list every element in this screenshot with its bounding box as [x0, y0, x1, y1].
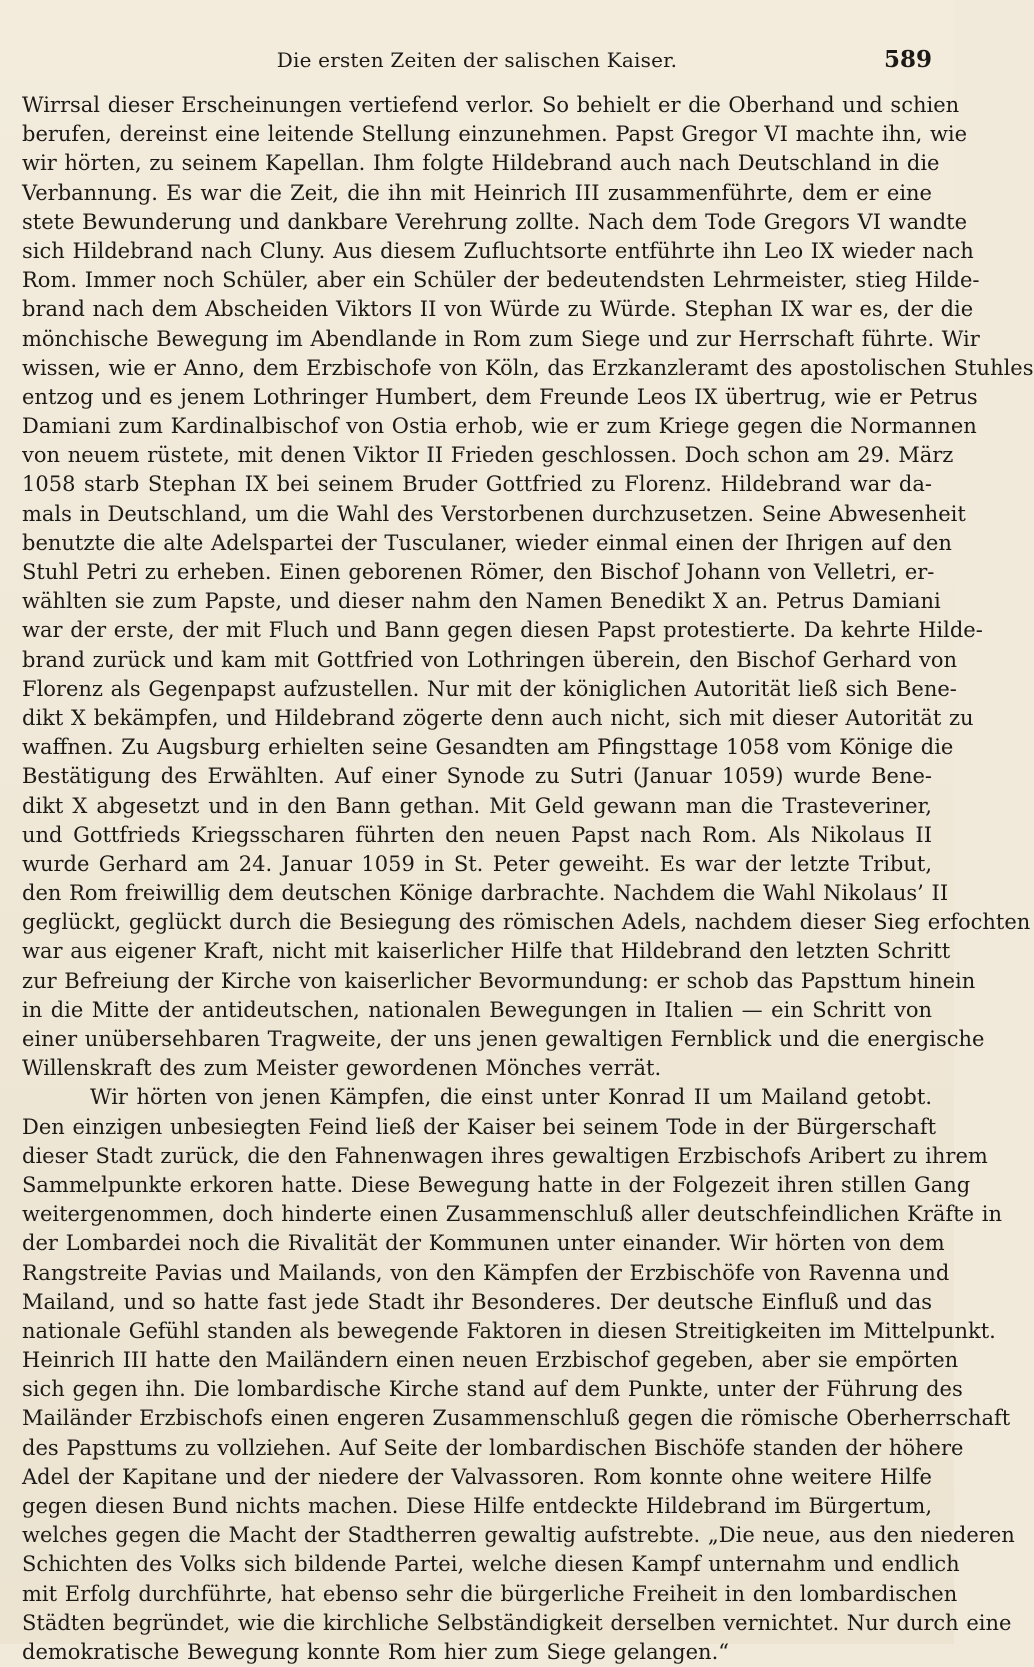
text-line: dikt X abgesetzt und in den Bann gethan. Mit Geld gewann man die Trasteveriner, [22, 793, 932, 818]
text-line: Heinrich III hatte den Mailändern einen neuen Erzbischof gegeben, aber sie empörten [22, 1348, 959, 1373]
text-line: waffnen. Zu Augsburg erhielten seine Gesandten am Pfingsttage 1058 vom Könige die [22, 735, 954, 760]
text-line: der Lombardei noch die Rivalität der Kommunen unter einander. Wir hörten von dem [22, 1231, 945, 1256]
paragraph [22, 91, 1034, 1083]
text-line: Rangstreite Pavias und Mailands, von den Kämpfen der Erzbischöfe von Ravenna und [22, 1260, 950, 1285]
text-line: welches gegen die Macht der Stadtherren gewaltig aufstrebte. „Die neue, aus den niederen [22, 1523, 1015, 1548]
text-line: sich gegen ihn. Die lombardische Kirche stand auf dem Punkte, unter der Führung des [22, 1377, 963, 1402]
text-line: wählten sie zum Papste, und dieser nahm den Namen Benedikt X an. Petrus Damiani [22, 589, 941, 614]
text-line: dieser Stadt zurück, die den Fahnenwagen ihres gewaltigen Erzbischofs Aribert zu ihrem [22, 1143, 988, 1168]
text-line: entzog und es jenem Lothringer Humbert, dem Freunde Leos IX übertrug, wie er Petrus [22, 384, 978, 409]
text-line: dikt X bekämpfen, und Hildebrand zögerte denn auch nicht, sich mit dieser Autorität zu [22, 705, 974, 730]
text-line: war aus eigener Kraft, nicht mit kaiserlicher Hilfe that Hildebrand den letzten Schritt [22, 939, 951, 964]
text-line: gegen diesen Bund nichts machen. Diese Hilfe entdeckte Hildebrand im Bürgertum, [22, 1494, 932, 1518]
text-line: zur Befreiung der Kirche von kaiserlicher Bevormundung: er schob das Papsttum hinein [22, 968, 976, 993]
running-title: Die ersten Zeiten der salischen Kaiser. [276, 48, 678, 72]
text-line: benutzte die alte Adelspartei der Tusculaner, wieder einmal einen der Ihrigen auf den [22, 530, 952, 555]
text-line: demokratische Bewegung konnte Rom hier zum Siege gelangen.“ [22, 1639, 729, 1664]
page-number: 589 [883, 46, 932, 73]
text-line: weitergenommen, doch hinderte einen Zusammenschluß aller deutschfeindlichen Kräfte in [22, 1202, 1002, 1227]
text-line: berufen, dereinst eine leitende Stellung einzunehmen. Papst Gregor VI machte ihn, wie [22, 122, 968, 147]
text-line: Mailänder Erzbischofs einen engeren Zusammenschluß gegen die römische Oberherrschaft [22, 1406, 1011, 1431]
text-line: in die Mitte der antideutschen, nationalen Bewegungen in Italien — ein Schritt von [22, 997, 932, 1022]
text-line: Verbannung. Es war die Zeit, die ihn mit Heinrich III zusammenführte, dem er eine [22, 180, 932, 205]
body-text [22, 91, 1034, 1667]
text-line: Adel der Kapitane und der niedere der Valvassoren. Rom konnte ohne weitere Hilfe [22, 1464, 932, 1489]
text-line: Wirrsal dieser Erscheinungen vertiefend verlor. So behielt er die Oberhand und schien [22, 93, 960, 117]
text-line: wurde Gerhard am 24. Januar 1059 in St. Peter geweiht. Es war der letzte Tribut, [22, 851, 932, 876]
text-line: Willenskraft des zum Meister gewordenen Mönches verrät. [22, 1056, 662, 1081]
text-line: wissen, wie er Anno, dem Erzbischofe von Köln, das Erzkanzleramt des apostolischen Stuhles [22, 355, 1034, 380]
text-line: stete Bewunderung und dankbare Verehrung zollte. Nach dem Tode Gregors VI wandte [22, 209, 968, 234]
text-line: Bestätigung des Erwählten. Auf einer Synode zu Sutri (Januar 1059) wurde Bene- [22, 764, 932, 789]
text-line: einer unübersehbaren Tragweite, der uns jenen gewaltigen Fernblick und die energische [22, 1027, 985, 1051]
text-line: Stuhl Petri zu erheben. Einen geborenen Römer, den Bischof Johann von Velletri, er- [22, 560, 935, 584]
text-line: brand zurück und kam mit Gottfried von Lothringen überein, den Bischof Gerhard von [22, 647, 957, 672]
text-line: mönchische Bewegung im Abendlande in Rom zum Siege und zur Herrschaft führte. Wir [22, 326, 980, 351]
text-line: Damiani zum Kardinalbischof von Ostia erhob, wie er zum Kriege gegen die Normannen [22, 414, 977, 439]
text-line: des Papsttums zu vollziehen. Auf Seite der lombardischen Bischöfe standen der höhere [22, 1435, 964, 1460]
text-line: und Gottfrieds Kriegsscharen führten den neuen Papst nach Rom. Als Nikolaus II [22, 822, 932, 847]
text-line: Florenz als Gegenpapst aufzustellen. Nur mit der königlichen Autorität ließ sich Bene- [22, 676, 957, 701]
text-line: Rom. Immer noch Schüler, aber ein Schüler der bedeutendsten Lehrmeister, stieg Hilde- [22, 268, 980, 293]
text-line: mit Erfolg durchführte, hat ebenso sehr die bürgerliche Freiheit in den lombardischen [22, 1581, 958, 1606]
text-line: brand nach dem Abscheiden Viktors II von Würde zu Würde. Stephan IX war es, der die [22, 297, 974, 322]
text-line: 1058 starb Stephan IX bei seinem Bruder Gottfried zu Florenz. Hildebrand war da- [22, 472, 932, 497]
text-line: Den einzigen unbesiegten Feind ließ der Kaiser bei seinem Tode in der Bürgerschaft [22, 1114, 937, 1139]
text-line: geglückt, geglückt durch die Besiegung des römischen Adels, nachdem dieser Sieg erfochten [22, 910, 1031, 935]
text-line: Mailand, und so hatte fast jede Stadt ihr Besonderes. Der deutsche Einfluß und das [22, 1289, 932, 1314]
text-line: Sammelpunkte erkoren hatte. Diese Bewegung hatte in der Folgezeit ihren stillen Gang [22, 1172, 971, 1197]
text-line: von neuem rüstete, mit denen Viktor II Frieden geschlossen. Doch schon am 29. März [22, 443, 954, 468]
text-line: den Rom freiwillig dem deutschen Könige darbrachte. Nachdem die Wahl Nikolaus’ II [22, 881, 949, 906]
text-line: Wir hörten von jenen Kämpfen, die einst unter Konrad II um Mailand getobt. [90, 1085, 932, 1110]
page-header [22, 46, 932, 78]
text-line: Schichten des Volks sich bildende Partei, welche diesen Kampf unternahm und endlich [22, 1552, 960, 1577]
paragraph [22, 1083, 1015, 1667]
text-line: war der erste, der mit Fluch und Bann gegen diesen Papst protestierte. Da kehrte Hilde- [22, 618, 983, 643]
text-line: mals in Deutschland, um die Wahl des Verstorbenen durchzusetzen. Seine Abwesenheit [22, 501, 966, 526]
text-line: sich Hildebrand nach Cluny. Aus diesem Zufluchtsorte entführte ihn Leo IX wieder nach [22, 238, 974, 263]
text-line: nationale Gefühl standen als bewegende Faktoren in diesen Streitigkeiten im Mittelpunkt. [22, 1318, 996, 1343]
text-line: wir hörten, zu seinem Kapellan. Ihm folgte Hildebrand auch nach Deutschland in die [22, 151, 940, 176]
text-line: Städten begründet, wie die kirchliche Selbständigkeit derselben vernichtet. Nur durch eine [22, 1610, 1012, 1635]
